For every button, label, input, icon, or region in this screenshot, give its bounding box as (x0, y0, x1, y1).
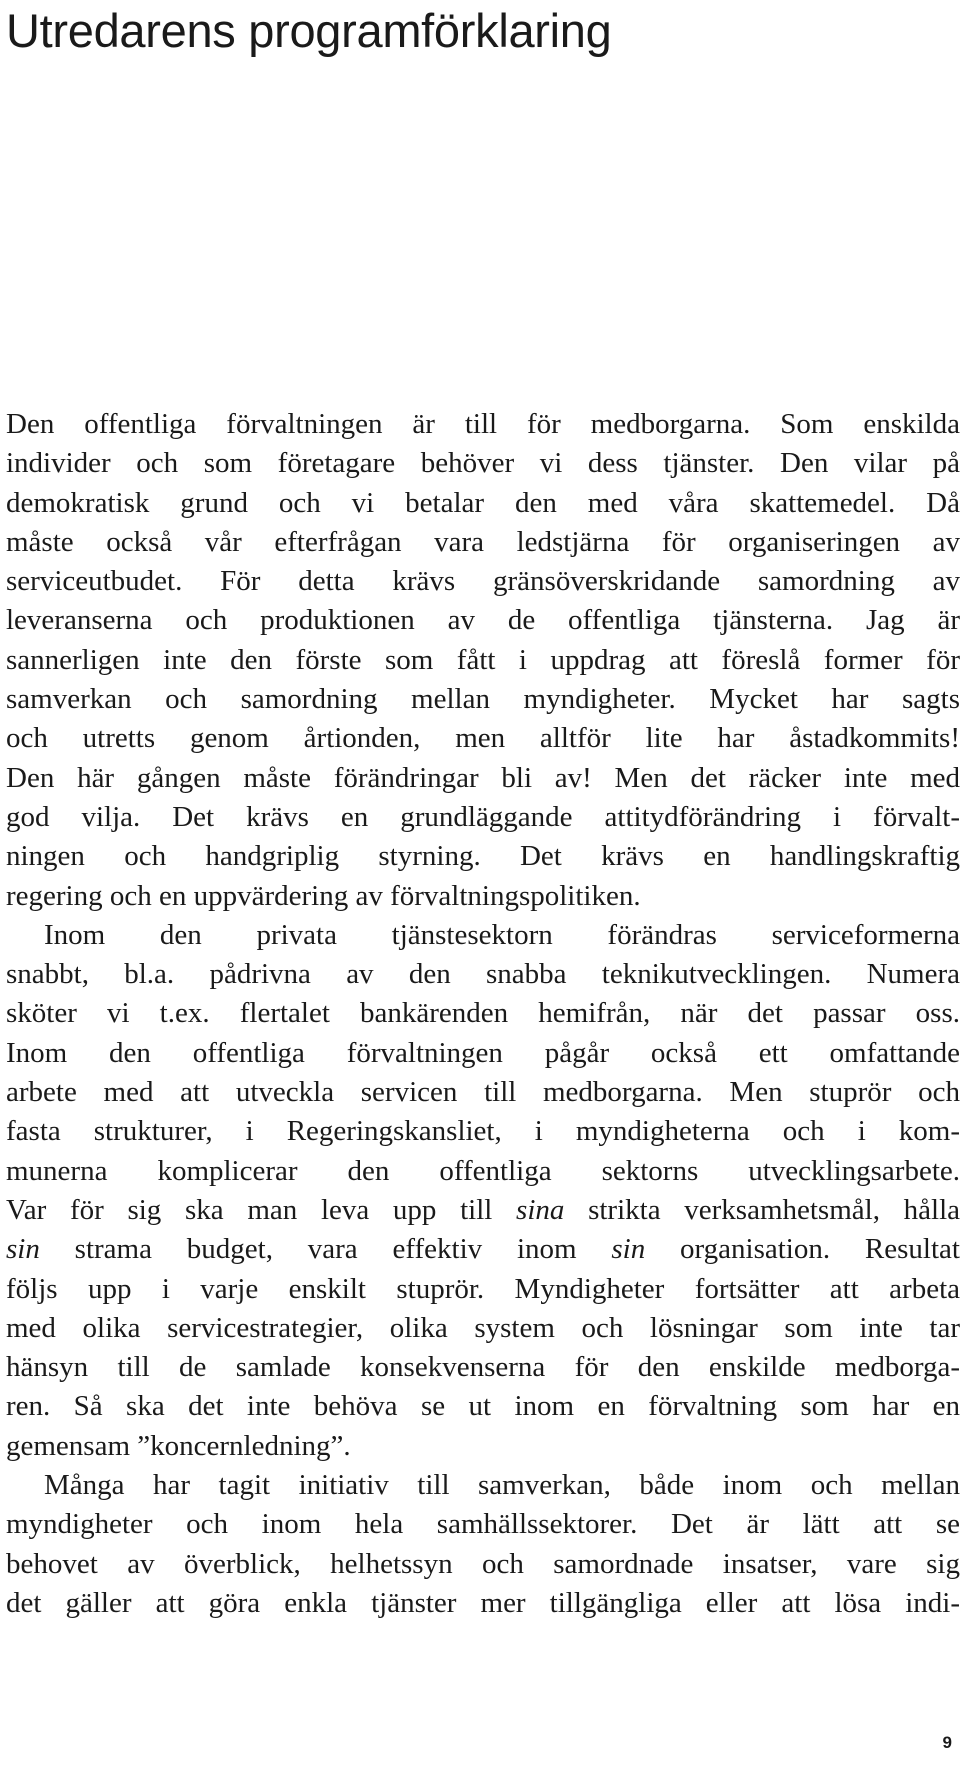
body-text (6, 405, 960, 1623)
text-line: Den offentliga förvaltningen är till för medborgarna. Som enskilda (6, 408, 960, 440)
text-line: myndigheter och inom hela samhällssektorer. Det är lätt att se (6, 1508, 960, 1541)
text-line: god vilja. Det krävs en grundläggande attitydförändring i förvalt- (6, 800, 960, 833)
text-line: behovet av överblick, helhetssyn och samordnade insatser, vare sig (6, 1547, 960, 1580)
text-line: det gäller att göra enkla tjänster mer tillgängliga eller att lösa indi- (6, 1586, 960, 1619)
paragraph-1 (6, 405, 960, 916)
text-line: snabbt, bl.a. pådrivna av den snabba teknikutvecklingen. Numera (6, 958, 960, 991)
text-line: sannerligen inte den förste som fått i uppdrag att föreslå former för (6, 643, 960, 676)
text-line: sköter vi t.ex. flertalet bankärenden hemifrån, när det passar oss. (6, 997, 960, 1030)
text-line: följs upp i varje enskilt stuprör. Myndigheter fortsätter att arbeta (6, 1272, 960, 1305)
text-line (6, 1191, 960, 1230)
paragraph-2 (6, 916, 960, 1466)
text-line: leveranserna och produktionen av de offentliga tjänsterna. Jag är (6, 604, 960, 637)
text-line: Inom den offentliga förvaltningen pågår också ett omfattande (6, 1036, 960, 1069)
text-line: med olika servicestrategier, olika system och lösningar som inte tar (6, 1311, 960, 1344)
emphasis-word: sin (6, 1233, 40, 1266)
text-line: hänsyn till de samlade konsekvenserna för den enskilde medborga- (6, 1351, 960, 1384)
text-line (6, 1230, 960, 1269)
text-segment: strama budget, vara effektiv inom (39, 1233, 612, 1266)
text-line: ren. Så ska det inte behöva se ut inom en förvaltning som har en (6, 1390, 960, 1423)
page-number: 9 (942, 1733, 952, 1752)
text-line: Många har tagit initiativ till samverkan, både inom och mellan (44, 1469, 960, 1502)
text-line: demokratisk grund och vi betalar den med våra skattemedel. Då (6, 486, 960, 519)
text-line: Inom den privata tjänstesektorn förändras serviceformerna (44, 918, 960, 951)
text-line: individer och som företagare behöver vi dess tjänster. Den vilar på (6, 447, 960, 480)
text-segment: strikta verksamhetsmål, hålla (564, 1193, 960, 1226)
text-line: fasta strukturer, i Regeringskansliet, i myndigheterna och i kom- (6, 1115, 960, 1148)
text-segment: organisation. Resultat (645, 1233, 960, 1266)
text-line: gemensam ”koncernledning”. (6, 1429, 351, 1462)
text-line: och utretts genom årtionden, men alltför lite har åstadkommits! (6, 722, 960, 755)
emphasis-word: sin (611, 1233, 646, 1266)
paragraph-3 (6, 1466, 960, 1623)
text-segment: Var för sig ska man leva upp till (6, 1193, 517, 1226)
text-line: regering och en uppvärdering av förvaltningspolitiken. (6, 879, 641, 912)
text-line: Den här gången måste förändringar bli av! Men det räcker inte med (6, 761, 960, 794)
page-title: Utredarens programförklaring (6, 4, 612, 57)
text-line: måste också vår efterfrågan vara ledstjärna för organiseringen av (6, 525, 960, 558)
text-line: serviceutbudet. För detta krävs gränsöverskridande samordning av (6, 565, 960, 598)
text-line: ningen och handgriplig styrning. Det krävs en handlingskraftig (6, 840, 960, 873)
emphasis-word: sina (516, 1193, 565, 1226)
text-line: samverkan och samordning mellan myndigheter. Mycket har sagts (6, 683, 960, 716)
text-line: arbete med att utveckla servicen till medborgarna. Men stuprör och (6, 1076, 960, 1109)
text-line: munerna komplicerar den offentliga sektorns utvecklingsarbete. (6, 1154, 960, 1187)
